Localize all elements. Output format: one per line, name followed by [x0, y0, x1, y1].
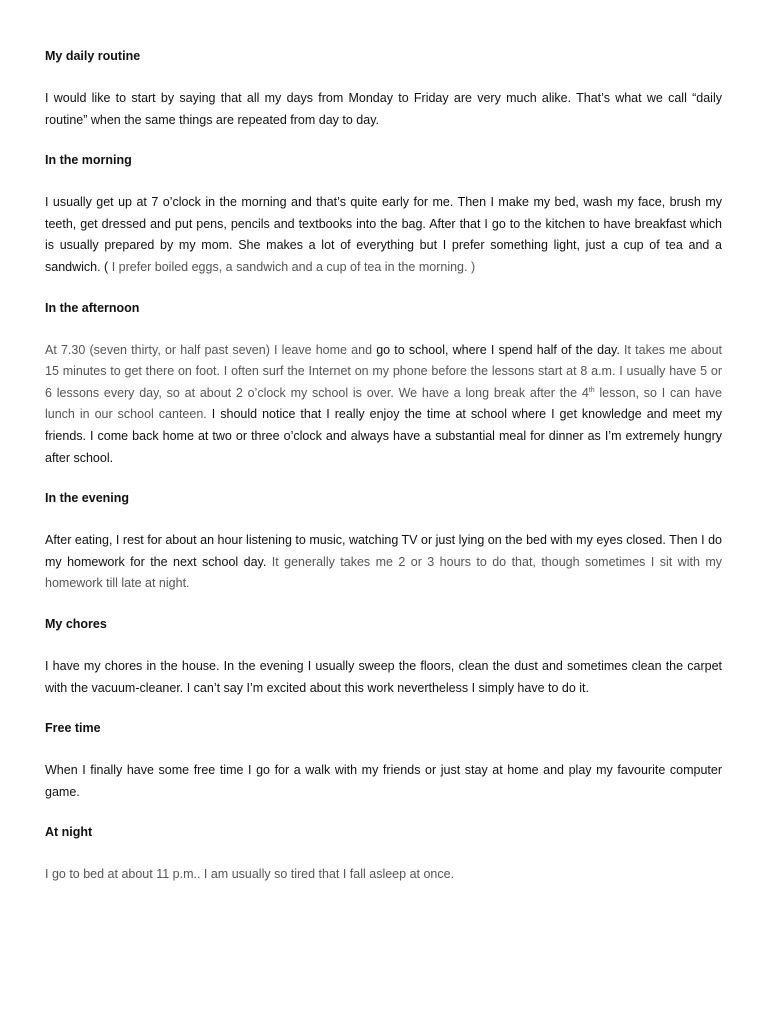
- chores-heading: My chores: [45, 616, 107, 631]
- free-time-text: When I finally have some free time I go for a walk with my friends or just stay at home and play my favourite computer game.: [45, 763, 722, 799]
- evening-text: After eating, I rest for about an hour listening to music, watching TV or just lying on the bed with my eyes closed. Then I do my homework for the next school day.: [45, 533, 722, 569]
- morning-text: I usually get up at 7 o’clock in the morning and that’s quite early for me. Then I make my bed, wash my face, brush my teeth, get dressed and put pens, pencils and textbooks into the bag. After that I go to the kitchen to have breakfast which is usually prepared by my mom. She makes a lot of everything but I prefer something light, just a cup of tea and a sandwich. (: [45, 195, 722, 274]
- afternoon-text-5: I should notice that I really enjoy the time at school where I get knowledge and meet my friends. I come back home at two or three o’clock and always have a substantial meal for dinner as I’m extremely hungry after school.: [45, 407, 722, 465]
- document-page: [45, 47, 722, 906]
- document-title: My daily routine: [45, 49, 141, 63]
- ordinal-suffix: th: [588, 386, 595, 394]
- afternoon-text-3: It takes me about 15 minutes to get there on foot. I often surf the Internet on my phone before the lessons start at 8 a.m. I usually have 5 or 6 lessons every day, so at about 2 o’clock my school is over. We have a long break after the 4: [45, 342, 722, 400]
- night-heading: At night: [45, 825, 93, 840]
- afternoon-heading: In the afternoon: [45, 300, 140, 315]
- chores-paragraph: [45, 656, 722, 699]
- morning-heading: In the morning: [45, 153, 132, 168]
- evening-text-gray: It generally takes me 2 or 3 hours to do that, though sometimes I sit with my homework till late at night.: [45, 554, 722, 591]
- free-time-paragraph: [45, 760, 722, 803]
- afternoon-text-1: At 7.30 (seven thirty, or half past seven) I leave home and: [45, 342, 377, 357]
- chores-text: I have my chores in the house. In the evening I usually sweep the floors, clean the dust and sometimes clean the carpet with the vacuum-cleaner. I can’t say I’m excited about this work nevertheless I simply have to do it.: [45, 658, 722, 695]
- intro-paragraph: [45, 88, 722, 131]
- afternoon-text-4: lesson, so I can have lunch in our school canteen.: [45, 385, 723, 422]
- morning-text-gray: I prefer boiled eggs, a sandwich and a cup of tea in the morning. ): [111, 259, 476, 274]
- afternoon-text-2: go to school, where I spend half of the day.: [376, 342, 625, 357]
- evening-paragraph: [45, 530, 722, 595]
- afternoon-paragraph: [45, 340, 722, 470]
- morning-paragraph: [45, 192, 722, 278]
- intro-text: I would like to start by saying that all my days from Monday to Friday are very much alike. That’s what we call “daily routine” when the same things are repeated from day to day.: [45, 91, 722, 127]
- night-text: I go to bed at about 11 p.m.. I am usually so tired that I fall asleep at once.: [45, 867, 455, 882]
- evening-heading: In the evening: [45, 491, 130, 506]
- night-paragraph: [45, 864, 722, 886]
- free-time-heading: Free time: [45, 721, 101, 736]
